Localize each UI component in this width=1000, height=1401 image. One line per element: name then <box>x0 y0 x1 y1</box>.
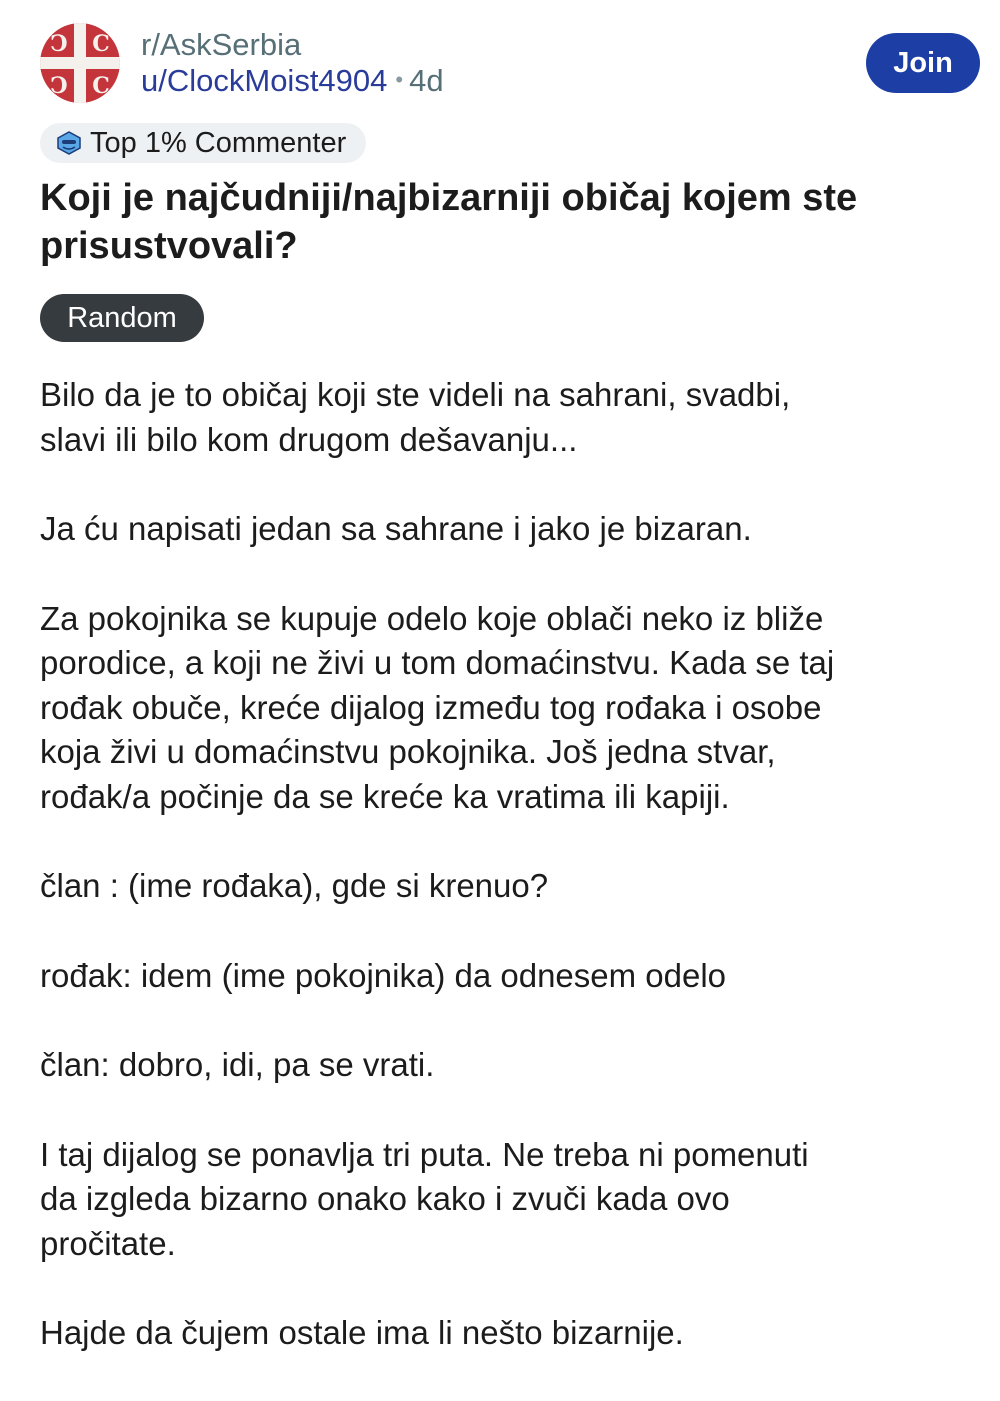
svg-text:Ͻ: Ͻ <box>50 73 68 99</box>
post-meta <box>141 26 444 102</box>
body-paragraph: Bilo da je to običaj koji ste videli na sahrani, svadbi, slavi ili bilo kom drugom dešavanju... <box>40 376 791 458</box>
post-age: 4d <box>409 63 444 98</box>
body-paragraph: I taj dijalog se ponavlja tri puta. Ne treba ni pomenuti da izgleda bizarno onako kako i zvuči kada ovo pročitate. <box>40 1135 809 1262</box>
post-header <box>40 22 980 106</box>
post-body <box>40 373 980 1401</box>
body-paragraph: rođak: idem (ime pokojnika) da odnesem odelo <box>40 956 727 994</box>
author-link[interactable]: u/ClockMoist4904 <box>141 63 388 98</box>
flair-tag[interactable]: Random <box>40 294 204 342</box>
body-paragraph: član: dobro, idi, pa se vrati. <box>40 1046 435 1083</box>
subreddit-link[interactable]: r/AskSerbia <box>141 27 302 62</box>
svg-text:C: C <box>92 73 110 99</box>
byline <box>141 62 444 102</box>
badge-label: Top 1% Commenter <box>90 126 347 159</box>
commenter-badge <box>40 123 366 163</box>
post-title[interactable]: Koji je najčudniji/najbizarniji običaj kojem ste prisustvovali? <box>40 177 858 267</box>
svg-text:C: C <box>92 31 110 57</box>
body-paragraph: Ja ću napisati jedan sa sahrane i jako je bizaran. <box>40 510 752 547</box>
svg-text:Ͻ: Ͻ <box>50 31 68 57</box>
body-paragraph: Hajde da čujem ostale ima li nešto bizarnije. <box>40 1314 684 1351</box>
meta-separator: • <box>395 66 404 92</box>
join-button[interactable]: Join <box>866 33 980 93</box>
serbian-cross-avatar-icon[interactable] <box>40 23 120 103</box>
body-paragraph: član : (ime rođaka), gde si krenuo? <box>40 867 549 904</box>
body-paragraph: Za pokojnika se kupuje odelo koje oblači neko iz bliže porodice, a koji ne živi u tom domaćinstvu. Kada se taj rođak obuče, kreće dijalog između tog rođaka i osobe koja živi u domaćinstvu pokojnika. Još jedna stvar, rođak/a počinje da se kreće ka vratima ili kapiji. <box>40 599 835 815</box>
commenter-badge-icon <box>56 131 82 155</box>
